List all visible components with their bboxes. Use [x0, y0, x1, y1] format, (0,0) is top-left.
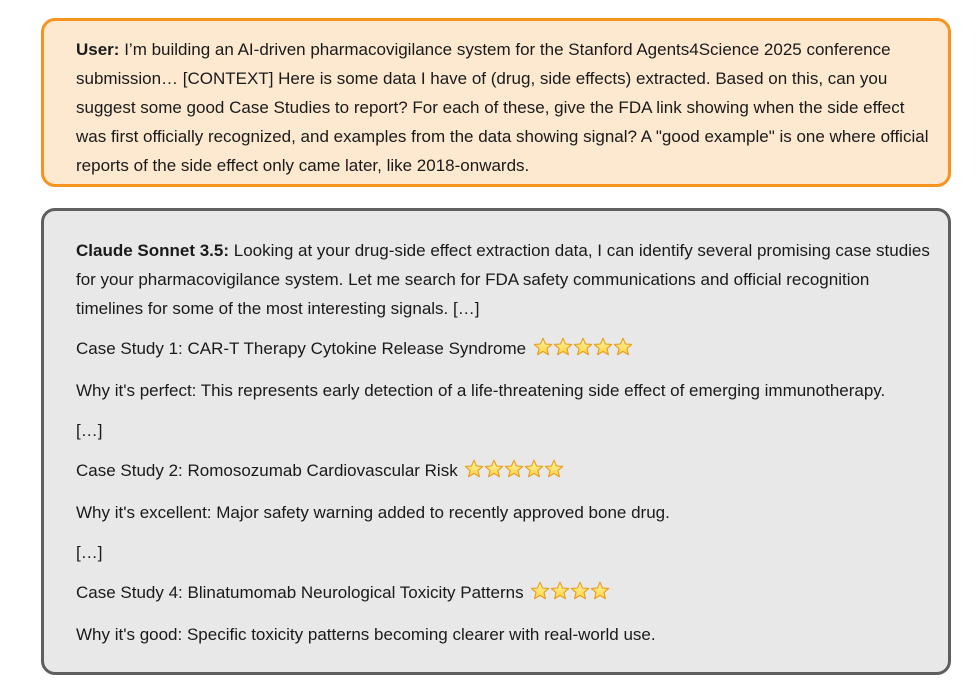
star-rating	[533, 336, 633, 365]
star-icon	[590, 581, 610, 600]
user-speaker-label: User:	[76, 40, 120, 59]
assistant-speaker-label: Claude Sonnet 3.5:	[76, 241, 230, 260]
case-study-title-text: Case Study 1: CAR-T Therapy Cytokine Release Syndrome	[76, 339, 527, 358]
case-study-4-why: Why it's good: Specific toxicity patterns becoming clearer with real-world use.	[76, 625, 656, 644]
star-icon	[533, 337, 553, 356]
star-icon	[504, 459, 524, 478]
case-study-title-text: Case Study 4: Blinatumomab Neurological Toxicity Patterns	[76, 583, 524, 602]
case-study-1-why: Why it's perfect: This represents early detection of a life-threatening side effect of emerging immunotherapy.	[76, 381, 886, 400]
ellipsis: […]	[76, 543, 103, 562]
assistant-intro	[76, 236, 938, 323]
star-icon	[530, 581, 550, 600]
star-rating	[464, 458, 564, 487]
ellipsis: […]	[76, 421, 103, 440]
star-icon	[573, 337, 593, 356]
case-study-4-title	[76, 578, 938, 609]
case-study-title-text: Case Study 2: Romosozumab Cardiovascular Risk	[76, 461, 458, 480]
star-rating	[530, 580, 610, 609]
user-message-text: I’m building an AI-driven pharmacovigilance system for the Stanford Agents4Science 2025 conference submission… [CONTEXT] Here is some data I have of (drug, side effects) extracted. Based on this, can you suggest some good Case Studies to report? For each of these, give the FDA link showing when the side effect was first officially recognized, and examples from the data showing signal? A "good example" is one where official reports of the side effect only came later, like 2018-onwards.	[76, 40, 929, 175]
star-icon	[613, 337, 633, 356]
star-icon	[553, 337, 573, 356]
assistant-intro-text: Looking at your drug-side effect extraction data, I can identify several promising case studies for your pharmacovigilance system. Let me search for FDA safety communications and official recognition timelines for some of the most interesting signals. […]	[76, 241, 930, 318]
star-icon	[524, 459, 544, 478]
star-icon	[484, 459, 504, 478]
case-study-2-why: Why it's excellent: Major safety warning added to recently approved bone drug.	[76, 503, 670, 522]
star-icon	[550, 581, 570, 600]
assistant-message-bubble	[41, 208, 951, 675]
star-icon	[464, 459, 484, 478]
star-icon	[544, 459, 564, 478]
user-message-bubble	[41, 18, 951, 187]
star-icon	[570, 581, 590, 600]
case-study-1-title	[76, 334, 938, 365]
case-study-2-title	[76, 456, 938, 487]
star-icon	[593, 337, 613, 356]
